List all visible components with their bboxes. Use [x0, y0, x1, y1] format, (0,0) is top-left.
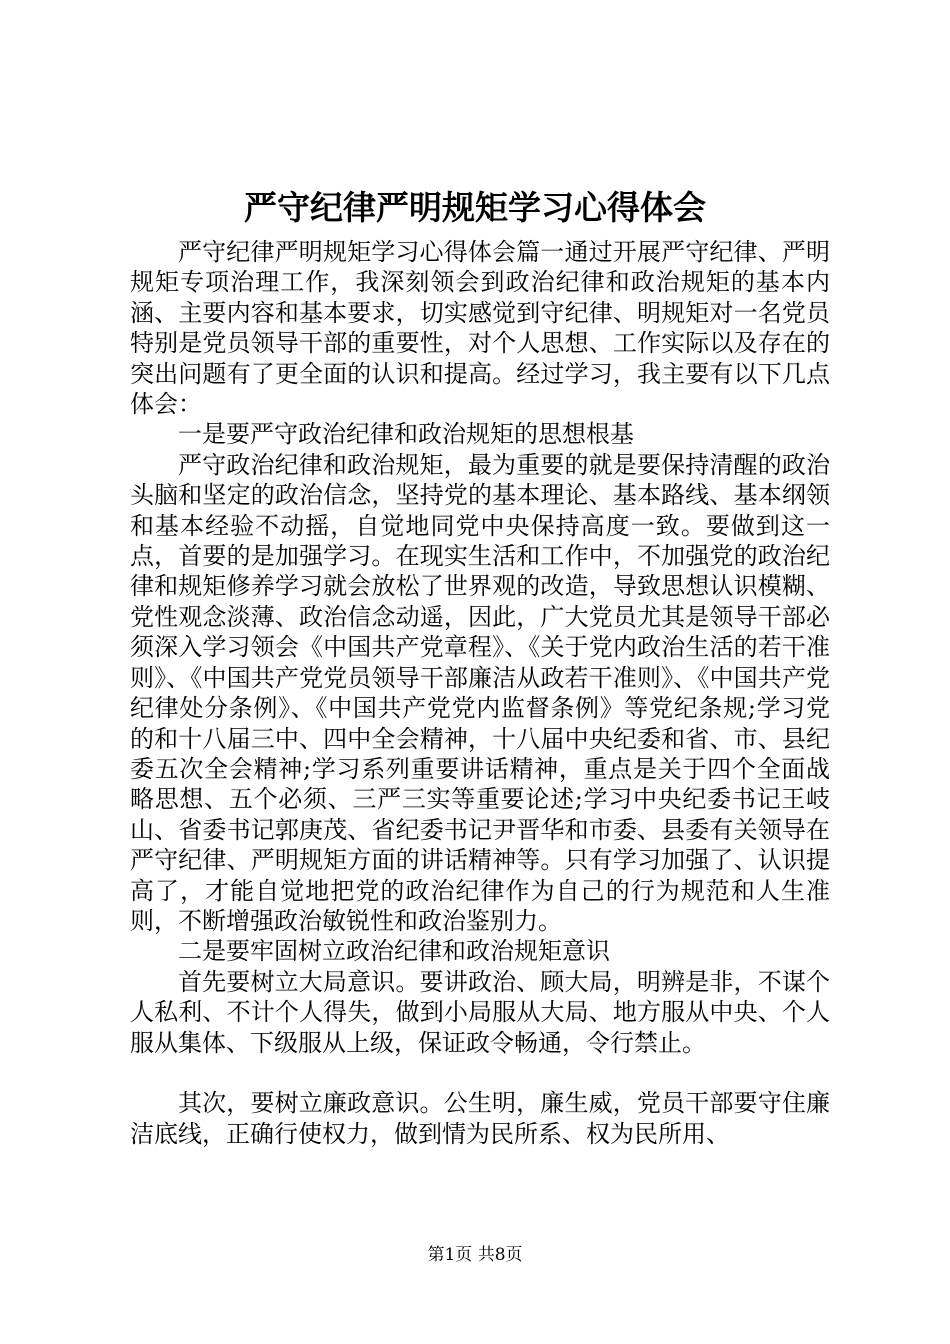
document-title: 严守纪律严明规矩学习心得体会 [244, 188, 706, 227]
paragraph-intro: 严守纪律严明规矩学习心得体会篇一通过开展严守纪律、严明规矩专项治理工作，我深刻领会到政治纪律和政治规矩的基本内涵、主要内容和基本要求，切实感觉到守纪律、明规矩对一名党员特别是党员领导干部的重要性，对个人思想、工作实际以及存在的突出问题有了更全面的认识和提高。经过学习，我主要有以下几点体会： [130, 238, 830, 419]
page-footer: 第1页 共8页 [427, 1245, 523, 1265]
paragraph-integrity-awareness: 其次，要树立廉政意识。公生明，廉生威，党员干部要守住廉洁底线，正确行使权力，做到情为民所系、权为民所用、 [130, 1089, 830, 1148]
section-heading-2: 二是要牢固树立政治纪律和政治规矩意识 [178, 937, 610, 966]
section-heading-1: 一是要严守政治纪律和政治规矩的思想根基 [178, 420, 634, 449]
paragraph-overall-awareness: 首先要树立大局意识。要讲政治、顾大局，明辨是非，不谋个人私利、不计个人得失，做到小局服从大局、地方服从中央、个人服从集体、下级服从上级，保证政令畅通，令行禁止。 [130, 967, 830, 1057]
paragraph-spacer [130, 1058, 830, 1088]
paragraph-study: 严守政治纪律和政治规矩，最为重要的就是要保持清醒的政治头脑和坚定的政治信念，坚持党的基本理论、基本路线、基本纲领和基本经验不动摇，自觉地同党中央保持高度一致。要做到这一点，首要的是加强学习。在现实生活和工作中，不加强党的政治纪律和规矩修养学习就会放松了世界观的改造，导致思想认识模糊、党性观念淡薄、政治信念动遥，因此，广大党员尤其是领导干部必须深入学习领会《中国共产党章程》、《关于党内政治生活的若干准则》、《中国共产党党员领导干部廉洁从政若干准则》、《中国共产党纪律处分条例》、《中国共产党党内监督条例》等党纪条规;学习党的和十八届三中、四中全会精神，十八届中央纪委和省、市、县纪委五次全会精神;学习系列重要讲话精神，重点是关于四个全面战略思想、五个必须、三严三实等重要论述;学习中央纪委书记王岐山、省委书记郭庚茂、省纪委书记尹晋华和市委、县委有关领导在严守纪律、严明规矩方面的讲话精神等。只有学习加强了、认识提高了，才能自觉地把党的政治纪律作为自己的行为规范和人生准则，不断增强政治敏锐性和政治鉴别力。 [130, 450, 830, 935]
document-body [130, 237, 830, 1149]
